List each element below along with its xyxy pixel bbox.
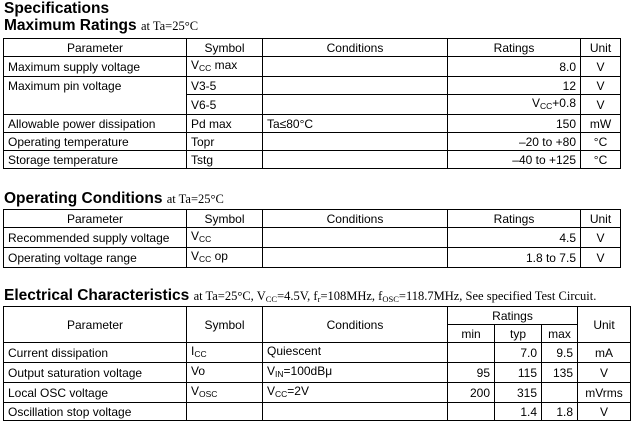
cell-typ: 7.0 <box>495 343 542 363</box>
header-parameter: Parameter <box>4 210 187 228</box>
table-header-row <box>4 210 621 228</box>
cell-parameter: Operating temperature <box>4 133 187 151</box>
cell-typ: 115 <box>495 363 542 383</box>
header-max: max <box>542 325 578 343</box>
cell-symbol: V6-5 <box>187 95 263 115</box>
header-unit: Unit <box>578 307 631 343</box>
cell-parameter: Current dissipation <box>4 343 187 363</box>
header-conditions: Conditions <box>263 210 448 228</box>
header-symbol: Symbol <box>187 307 263 343</box>
operating-condition: at Ta=25°C <box>166 192 224 206</box>
electrical-condition: at Ta=25°C, $V_{CC}=4.5V$, $f_r=108MHz$, $f_{OSC}=118.7MHz$, See specified Test Circuit. <box>193 289 597 304</box>
cell-symbol: $V_{CC}$ max <box>187 57 263 77</box>
table-row <box>4 403 631 421</box>
cell-parameter: Allowable power dissipation <box>4 115 187 133</box>
cell-conditions <box>263 57 448 77</box>
cell-conditions: Quiescent <box>263 343 448 363</box>
cell-ratings: –40 to +125 <box>448 151 581 169</box>
header-min: min <box>448 325 495 343</box>
cell-unit: V <box>581 248 621 268</box>
operating-heading <box>4 190 224 208</box>
cell-symbol <box>187 403 263 421</box>
cell-unit: V <box>581 95 621 115</box>
header-unit: Unit <box>581 210 621 228</box>
header-symbol: Symbol <box>187 39 263 57</box>
operating-title: Operating Conditions <box>4 190 163 207</box>
cell-ratings: 8.0 <box>448 57 581 77</box>
cell-parameter: Output saturation voltage <box>4 363 187 383</box>
cell-unit: V <box>581 77 621 95</box>
cell-parameter: Oscillation stop voltage <box>4 403 187 421</box>
cell-symbol: $V_{OSC}$ <box>187 383 263 403</box>
electrical-heading <box>4 287 596 308</box>
cell-typ: 315 <box>495 383 542 403</box>
cell-ratings: 1.8 to 7.5 <box>448 248 581 268</box>
cell-symbol: $V_{CC}$ <box>187 228 263 248</box>
max-ratings-title: Maximum Ratings <box>4 17 137 34</box>
cell-conditions <box>263 151 448 169</box>
header-unit: Unit <box>581 39 621 57</box>
header-ratings: Ratings <box>448 210 581 228</box>
cell-unit: V <box>581 57 621 77</box>
cell-conditions <box>263 77 448 95</box>
cell-parameter <box>4 95 187 115</box>
cell-unit: °C <box>581 133 621 151</box>
header-typ: typ <box>495 325 542 343</box>
table-row <box>4 343 631 363</box>
cell-max: 135 <box>542 363 578 383</box>
cell-ratings: $V_{CC}+0.8$ <box>448 95 581 115</box>
cell-max <box>542 383 578 403</box>
cell-ratings: 150 <box>448 115 581 133</box>
cell-parameter: Operating voltage range <box>4 248 187 268</box>
cell-parameter: Recommended supply voltage <box>4 228 187 248</box>
table-row <box>4 133 621 151</box>
cell-unit: V <box>581 228 621 248</box>
cell-ratings: –20 to +80 <box>448 133 581 151</box>
table-row <box>4 115 621 133</box>
max-ratings-heading <box>4 17 198 35</box>
table-header-row <box>4 307 631 325</box>
header-symbol: Symbol <box>187 210 263 228</box>
cell-ratings: 4.5 <box>448 228 581 248</box>
header-conditions: Conditions <box>263 39 448 57</box>
cell-parameter: Maximum supply voltage <box>4 57 187 77</box>
table-row <box>4 383 631 403</box>
cell-typ: 1.4 <box>495 403 542 421</box>
cell-symbol: $I_{CC}$ <box>187 343 263 363</box>
cell-conditions: Ta≤80°C <box>263 115 448 133</box>
cell-conditions <box>263 403 448 421</box>
cell-symbol: Pd max <box>187 115 263 133</box>
cell-parameter: Storage temperature <box>4 151 187 169</box>
page-title: Specifications <box>4 0 110 17</box>
operating-table <box>3 209 621 268</box>
cell-parameter: Local OSC voltage <box>4 383 187 403</box>
table-row <box>4 151 621 169</box>
cell-unit: V <box>578 363 631 383</box>
cell-symbol: Tstg <box>187 151 263 169</box>
cell-unit: V <box>578 403 631 421</box>
cell-conditions <box>263 95 448 115</box>
cell-symbol: Topr <box>187 133 263 151</box>
table-row <box>4 248 621 268</box>
cell-unit: mA <box>578 343 631 363</box>
cell-min: 200 <box>448 383 495 403</box>
header-parameter: Parameter <box>4 39 187 57</box>
cell-conditions <box>263 228 448 248</box>
cell-conditions <box>263 248 448 268</box>
header-parameter: Parameter <box>4 307 187 343</box>
cell-unit: mVrms <box>578 383 631 403</box>
header-conditions: Conditions <box>263 307 448 343</box>
electrical-table <box>3 306 631 421</box>
cell-min: 95 <box>448 363 495 383</box>
electrical-title: Electrical Characteristics <box>4 287 190 304</box>
table-row <box>4 57 621 77</box>
cell-conditions: $V_{CC}=2V$ <box>263 383 448 403</box>
cell-max: 1.8 <box>542 403 578 421</box>
cell-min <box>448 343 495 363</box>
table-row <box>4 228 621 248</box>
cell-symbol: Vo <box>187 363 263 383</box>
cell-parameter: Maximum pin voltage <box>4 77 187 95</box>
cell-conditions <box>263 133 448 151</box>
cell-min <box>448 403 495 421</box>
cell-unit: °C <box>581 151 621 169</box>
cell-symbol: V3-5 <box>187 77 263 95</box>
table-row <box>4 95 621 115</box>
header-ratings: Ratings <box>448 39 581 57</box>
max-ratings-table <box>3 38 621 169</box>
cell-unit: mW <box>581 115 621 133</box>
cell-ratings: 12 <box>448 77 581 95</box>
table-header-row <box>4 39 621 57</box>
cell-max: 9.5 <box>542 343 578 363</box>
table-row <box>4 77 621 95</box>
cell-conditions: $V_{IN}=100dB\mu$ <box>263 363 448 383</box>
cell-symbol: $V_{CC}$ op <box>187 248 263 268</box>
header-ratings: Ratings <box>448 307 578 325</box>
table-row <box>4 363 631 383</box>
max-ratings-condition: at Ta=25°C <box>140 19 199 33</box>
